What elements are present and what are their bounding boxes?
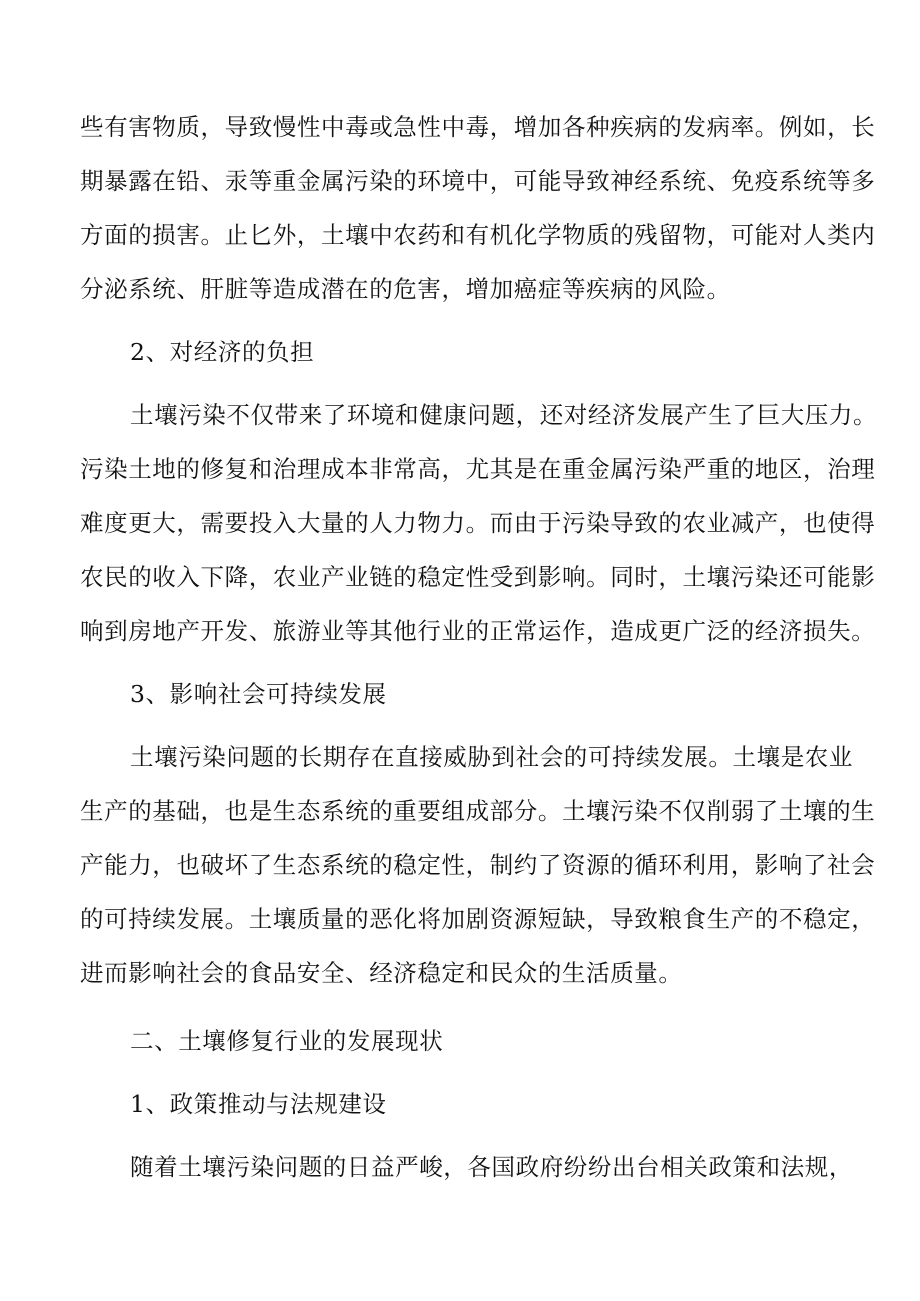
paragraph-line: 农民的收入下降，农业产业链的稳定性受到影响。同时，土壤污染还可能影 (80, 563, 876, 591)
paragraph-line: 土壤污染不仅带来了环境和健康问题，还对经济发展产生了巨大压力。 (130, 401, 878, 429)
paragraph-line: 进而影响社会的食品安全、经济稳定和民众的生活质量。 (80, 959, 683, 987)
paragraph-line: 污染土地的修复和治理成本非常高，尤其是在重金属污染严重的地区，治理 (80, 455, 876, 483)
paragraph-line: 随着土壤污染问题的日益严峻，各国政府纷纷出台相关政策和法规， (130, 1153, 853, 1181)
paragraph-line: 期暴露在铅、汞等重金属污染的环境中，可能导致神经系统、免疫系统等多 (80, 167, 876, 195)
subsection-heading: 2、对经济的负担 (130, 338, 315, 366)
subsection-heading: 1、政策推动与法规建设 (130, 1090, 387, 1118)
section-heading: 二、土壤修复行业的发展现状 (130, 1027, 444, 1055)
subsection-heading: 3、影响社会可持续发展 (130, 680, 387, 708)
paragraph-line: 产能力，也破坏了生态系统的稳定性，制约了资源的循环利用，影响了社会 (80, 851, 876, 879)
paragraph-line: 生产的基础，也是生态系统的重要组成部分。土壤污染不仅削弱了土壤的生 (80, 797, 876, 825)
paragraph-line: 的可持续发展。土壤质量的恶化将加剧资源短缺，导致粮食生产的不稳定， (80, 905, 876, 933)
paragraph-line: 响到房地产开发、旅游业等其他行业的正常运作，造成更广泛的经济损失。 (80, 617, 876, 645)
paragraph-line: 难度更大，需要投入大量的人力物力。而由于污染导致的农业减产，也使得 (80, 509, 876, 537)
paragraph-line: 土壤污染问题的长期存在直接威胁到社会的可持续发展。土壤是农业 (130, 743, 853, 771)
paragraph-line: 方面的损害。止匕外，土壤中农药和有机化学物质的残留物，可能对人类内 (80, 221, 876, 249)
paragraph-line: 分泌系统、肝脏等造成潜在的危害，增加癌症等疾病的风险。 (80, 275, 731, 303)
paragraph-line: 些有害物质，导致慢性中毒或急性中毒，增加各种疾病的发病率。例如，长 (80, 113, 876, 141)
